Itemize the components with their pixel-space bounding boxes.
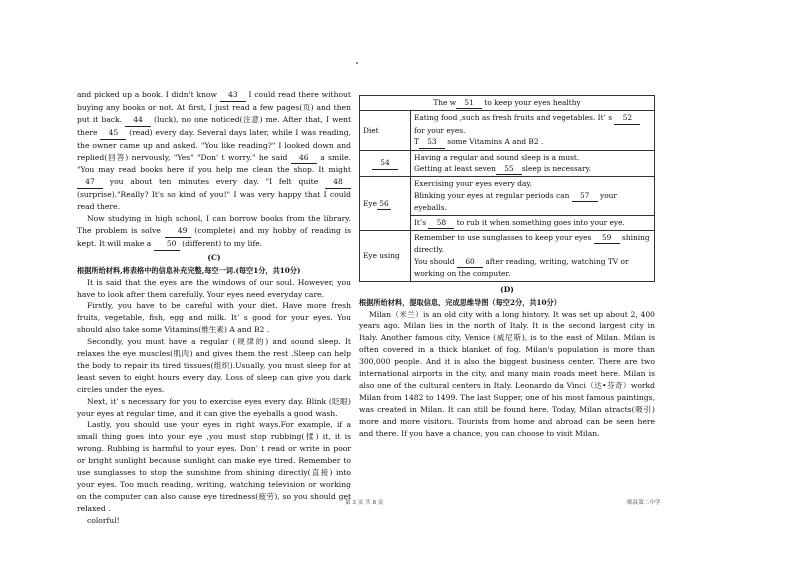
text-segment: Remember to use sunglasses to keep your eyes [414,233,594,243]
scan-speck [356,62,358,64]
text-segment: (surprise)."Really? It's so kind of you!" I was very happy that I could read there. [77,190,351,212]
text-segment: after reading, writing, watching TV or working on the computer. [414,256,629,279]
milan-paragraph: Milan（米兰）is an old city with a long history. It was set up about 2, 400 years ago. Milan lies in the north of Italy. It is the second largest city in Italy. Another famous city, Venice (威尼斯), is to the east of Milan. Milan is often covered in a thick blanket of fog. Milan's population is more than 300,000 people. And it is also the biggest business center. There are two international airports in the city, and many main roads meet here. Milan is also one of the cultural centers in Italy. Leonardo da Vinci（达•芬奇）workd Milan from 1482 to 1499. The last Supper, one of his most famous paintings, was created in Milan. It can still be found here. Today, Milan atracts(吸引) more and more visitors. Tourists from home and abroad can be seen here and there. If you have a chance, you can choose to visit Milan. [359,309,655,438]
text-segment: Having a regular and sound sleep is a must. [414,152,580,162]
table-title [360,96,655,111]
text-segment: T [414,137,419,147]
answer-blank-45[interactable]: 45 [100,127,126,140]
row-content-diet [411,111,655,150]
answer-blank-47[interactable]: 47 [77,176,103,189]
text-segment: your eyeballs. [414,190,617,213]
text-segment: I could read there without buying any books or not. At first, I just read a few pages(页) and then put it back. [77,90,351,124]
answer-blank-59[interactable]: 59 [594,232,620,244]
text-segment: (read) every day. Several days later, while I was reading, the owner came up and asked. "You like reading?" I looked down and replied(回答) nervously, "Yes" "Don' t worry." he said [77,127,351,162]
row-content-exercise [411,177,655,215]
text-segment: Eating food ,such as fresh fruits and vegetables. It’ s [414,113,615,123]
answer-blank-55[interactable]: 55 [496,163,522,175]
answer-blank-49[interactable]: 49 [165,225,191,238]
table-row [360,150,655,177]
section-d-heading: (D) [500,284,514,294]
passage-c-para: Secondly, you must have a regular (规律的) and sound sleep. It relaxes the eye muscles(肌肉) and gives them the rest .Sleep can help the body to repair its tired tissues(组织).Usually, you must sleep for at least seven to eight hours every day. Loss of sleep can give you dark circles under the eyes. [77,337,351,394]
page-number: 第 3 页 共 8 页 [345,500,384,506]
text-segment: shining directly. [414,233,650,255]
passage-c-para: Firstly, you have to be careful with your diet. Have more fresh fruits, vegetable, fish, egg and milk. It’ s good for your eyes. You should also take some Vitamins(维生素) A and B2 . [77,301,351,335]
table-title-post: to keep your eyes healthy [482,98,581,107]
row-content-eye-using [411,231,655,282]
text-segment: (different) to my life. [179,238,263,248]
answer-blank-52[interactable]: 52 [614,112,640,124]
row-content-rub [411,215,655,230]
answer-blank-53[interactable]: 53 [419,136,445,148]
answer-blank-48[interactable]: 48 [325,176,351,189]
passage-c-para: Next, it’ s necessary for you to exercise eyes every day. Blink (眨眼) your eyes at regular time, and it can give the eyeballs a good wash. [77,396,351,418]
answer-blank-44[interactable]: 44 [125,114,151,127]
blank-54[interactable]: 54 [372,157,398,169]
row-label-eye-using: Eye using [360,231,411,282]
passage-c-para: It is said that the eyes are the windows of our soul. However, you have to look after them carefully. Your eyes need everyday care. [77,277,351,299]
answer-blank-58[interactable]: 58 [428,217,454,229]
row-label-eye [360,177,411,231]
text-segment: a smile. "You may read books here if you help me clean the shop. It might [77,152,351,175]
answer-blank-50[interactable]: 50 [154,238,180,251]
section-d-instruction: 根据所给材料，提取信息，完成思维导图（每空2分，共10分） [359,297,561,307]
table-row [360,177,655,215]
section-c-heading: (C) [207,252,221,262]
blank-56[interactable]: 56 [377,198,391,210]
eye-care-table [359,95,655,282]
passage-b-para-2 [77,213,351,251]
text-segment: (complete) and my hobby of reading is kept. It will make a [77,225,351,248]
text-segment: and picked up a book. I didn't know [77,90,220,99]
text-segment: Now studying in high school, I can borrow books from the library. The problem is solve [77,214,351,235]
answer-blank-57[interactable]: 57 [572,190,598,202]
right-column [359,95,655,439]
table-row [360,111,655,150]
row-label-eye-text: Eye [363,198,377,208]
text-segment: (luck), no one noticed(注意) me. After that, I went there [77,114,352,137]
text-segment: It’s [414,217,429,227]
school-name: 郧县第二中学 [627,500,661,506]
answer-blank-43[interactable]: 43 [220,89,246,102]
text-segment: sleep is necessary. [521,164,592,174]
passage-c-para: Lastly, you should use your eyes in right ways.For example, if a small thing goes into your eye ,you must stop rubbing(揉) it, it is wrong. Rubbing is harmful to your eyes. Don’ t read or write in poor or bright sunlight because sunlight can make eye tired. Remember to use sunglasses to stop the sunshine from shining directly(直接) into your eyes. Too much reading, writing, watching television or working on the computer can also cause eye tiredness(疲劳), so you should get relaxed . [77,420,351,513]
row-label-diet: Diet [360,111,411,150]
text-segment: Blinking your eyes at regular periods can [414,190,572,200]
passage-c-closing: colorful! [87,515,120,525]
row-content-sleep [411,150,655,177]
text-segment: to rub it when something goes into your eye. [454,217,625,227]
passage-b-para-1 [77,89,351,213]
answer-blank-60[interactable]: 60 [457,256,483,268]
text-segment: Exercising your eyes every day. [414,179,532,189]
text-segment: you about ten minutes every day. "I felt quite [103,177,325,187]
text-segment: You should [414,256,458,266]
table-row [360,231,655,282]
text-segment: Getting at least seven [414,164,496,174]
left-column [77,89,351,527]
section-c-instruction: 根据所给材料,将表格中的信息补充完整,每空一词.(每空1分，共10分) [77,265,301,275]
answer-blank-46[interactable]: 46 [291,152,317,165]
table-title-pre: The w [433,98,457,107]
blank-51[interactable]: 51 [456,97,482,109]
text-segment: some Vitamins A and B2 . [444,137,544,147]
row-label-blank [360,150,411,177]
text-segment: for your eyes. [414,125,466,135]
